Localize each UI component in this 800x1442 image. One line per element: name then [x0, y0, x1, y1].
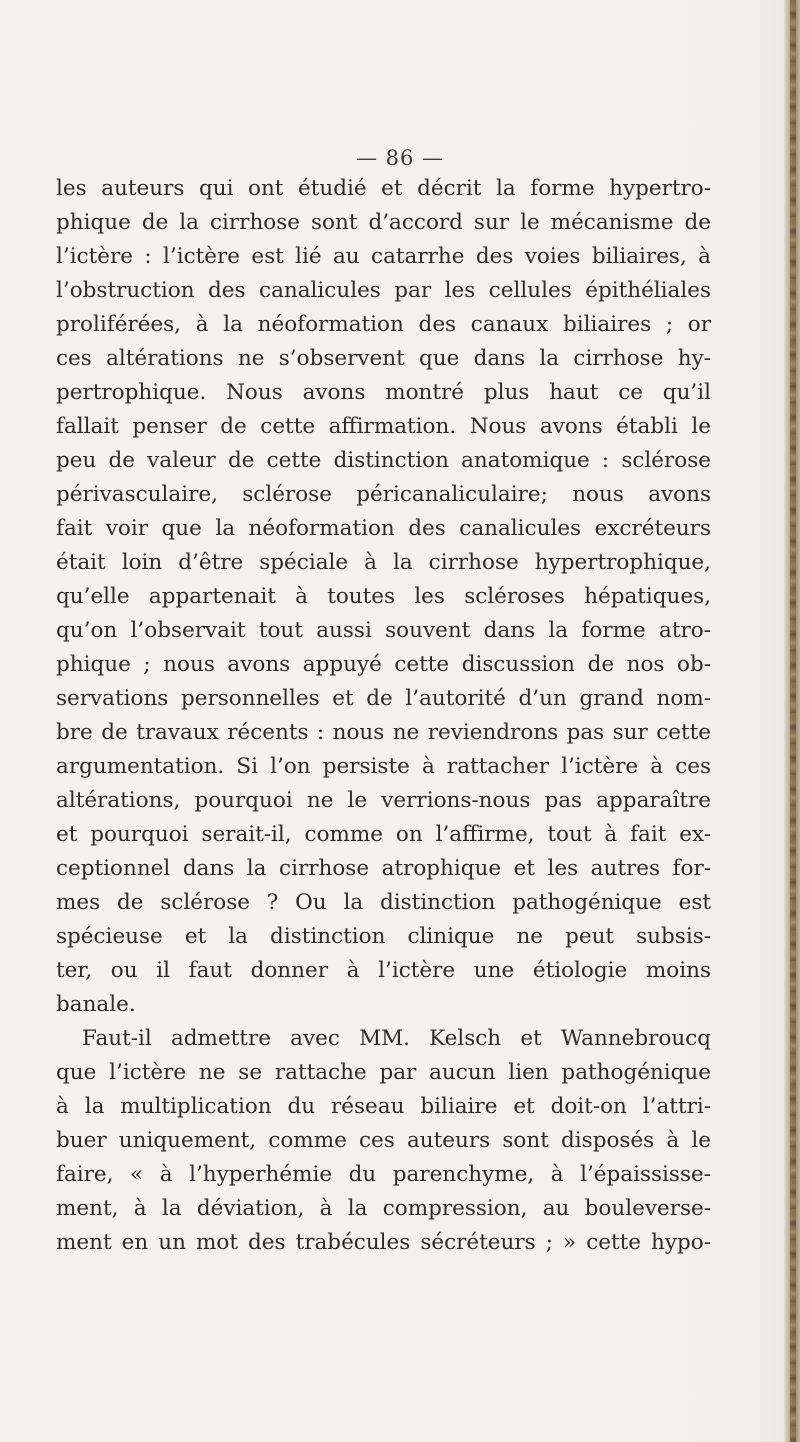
text-line: fallait penser de cette affirmation. Nous avons établi le — [56, 414, 711, 439]
text-line: qu’elle appartenait à toutes les scléroses hépatiques, — [56, 584, 711, 609]
text-line: servations personnelles et de l’autorité d’un grand nom- — [56, 686, 711, 711]
text-line: l’obstruction des canalicules par les cellules épithéliales — [56, 278, 711, 303]
page-edge-shadow — [790, 0, 796, 1442]
text-line: spécieuse et la distinction clinique ne peut subsis- — [56, 924, 711, 949]
text-line: qu’on l’observait tout aussi souvent dans la forme atro- — [56, 618, 711, 643]
text-line: fait voir que la néoformation des canalicules excréteurs — [56, 516, 711, 541]
page-number: — 86 — — [355, 146, 445, 170]
text-line: à la multiplication du réseau biliaire et doit-on l’attri- — [56, 1094, 711, 1119]
text-line: ter, ou il faut donner à l’ictère une étiologie moins — [56, 958, 711, 983]
text-line: banale. — [56, 992, 136, 1017]
text-line: périvasculaire, sclérose péricanaliculaire; nous avons — [56, 482, 711, 507]
text-line: proliférées, à la néoformation des canaux biliaires ; or — [56, 312, 711, 337]
text-line: faire, « à l’hyperhémie du parenchyme, à l’épaississe- — [56, 1162, 711, 1187]
text-line: Faut-il admettre avec MM. Kelsch et Wannebroucq — [82, 1026, 711, 1051]
text-line: phique ; nous avons appuyé cette discussion de nos ob- — [56, 652, 711, 677]
text-line: ces altérations ne s’observent que dans la cirrhose hy- — [56, 346, 711, 371]
text-line: pertrophique. Nous avons montré plus haut ce qu’il — [56, 380, 711, 405]
text-line: était loin d’être spéciale à la cirrhose hypertrophique, — [56, 550, 711, 575]
text-line: bre de travaux récents : nous ne reviendrons pas sur cette — [56, 720, 711, 745]
text-line: argumentation. Si l’on persiste à rattacher l’ictère à ces — [56, 754, 711, 779]
text-line: ment en un mot des trabécules sécréteurs ; » cette hypo- — [56, 1230, 711, 1255]
text-line: que l’ictère ne se rattache par aucun lien pathogénique — [56, 1060, 711, 1085]
text-line: et pourquoi serait-il, comme on l’affirme, tout à fait ex- — [56, 822, 711, 847]
text-line: ceptionnel dans la cirrhose atrophique et les autres for- — [56, 856, 711, 881]
text-line: l’ictère : l’ictère est lié au catarrhe des voies biliaires, à — [56, 244, 711, 269]
text-line: les auteurs qui ont étudié et décrit la forme hypertro- — [56, 176, 711, 201]
text-line: buer uniquement, comme ces auteurs sont disposés à le — [56, 1128, 711, 1153]
text-line: mes de sclérose ? Ou la distinction pathogénique est — [56, 890, 711, 915]
text-line: altérations, pourquoi ne le verrions-nous pas apparaître — [56, 788, 711, 813]
text-line: peu de valeur de cette distinction anatomique : sclérose — [56, 448, 711, 473]
text-line: phique de la cirrhose sont d’accord sur le mécanisme de — [56, 210, 711, 235]
text-line: ment, à la déviation, à la compression, au bouleverse- — [56, 1196, 711, 1221]
